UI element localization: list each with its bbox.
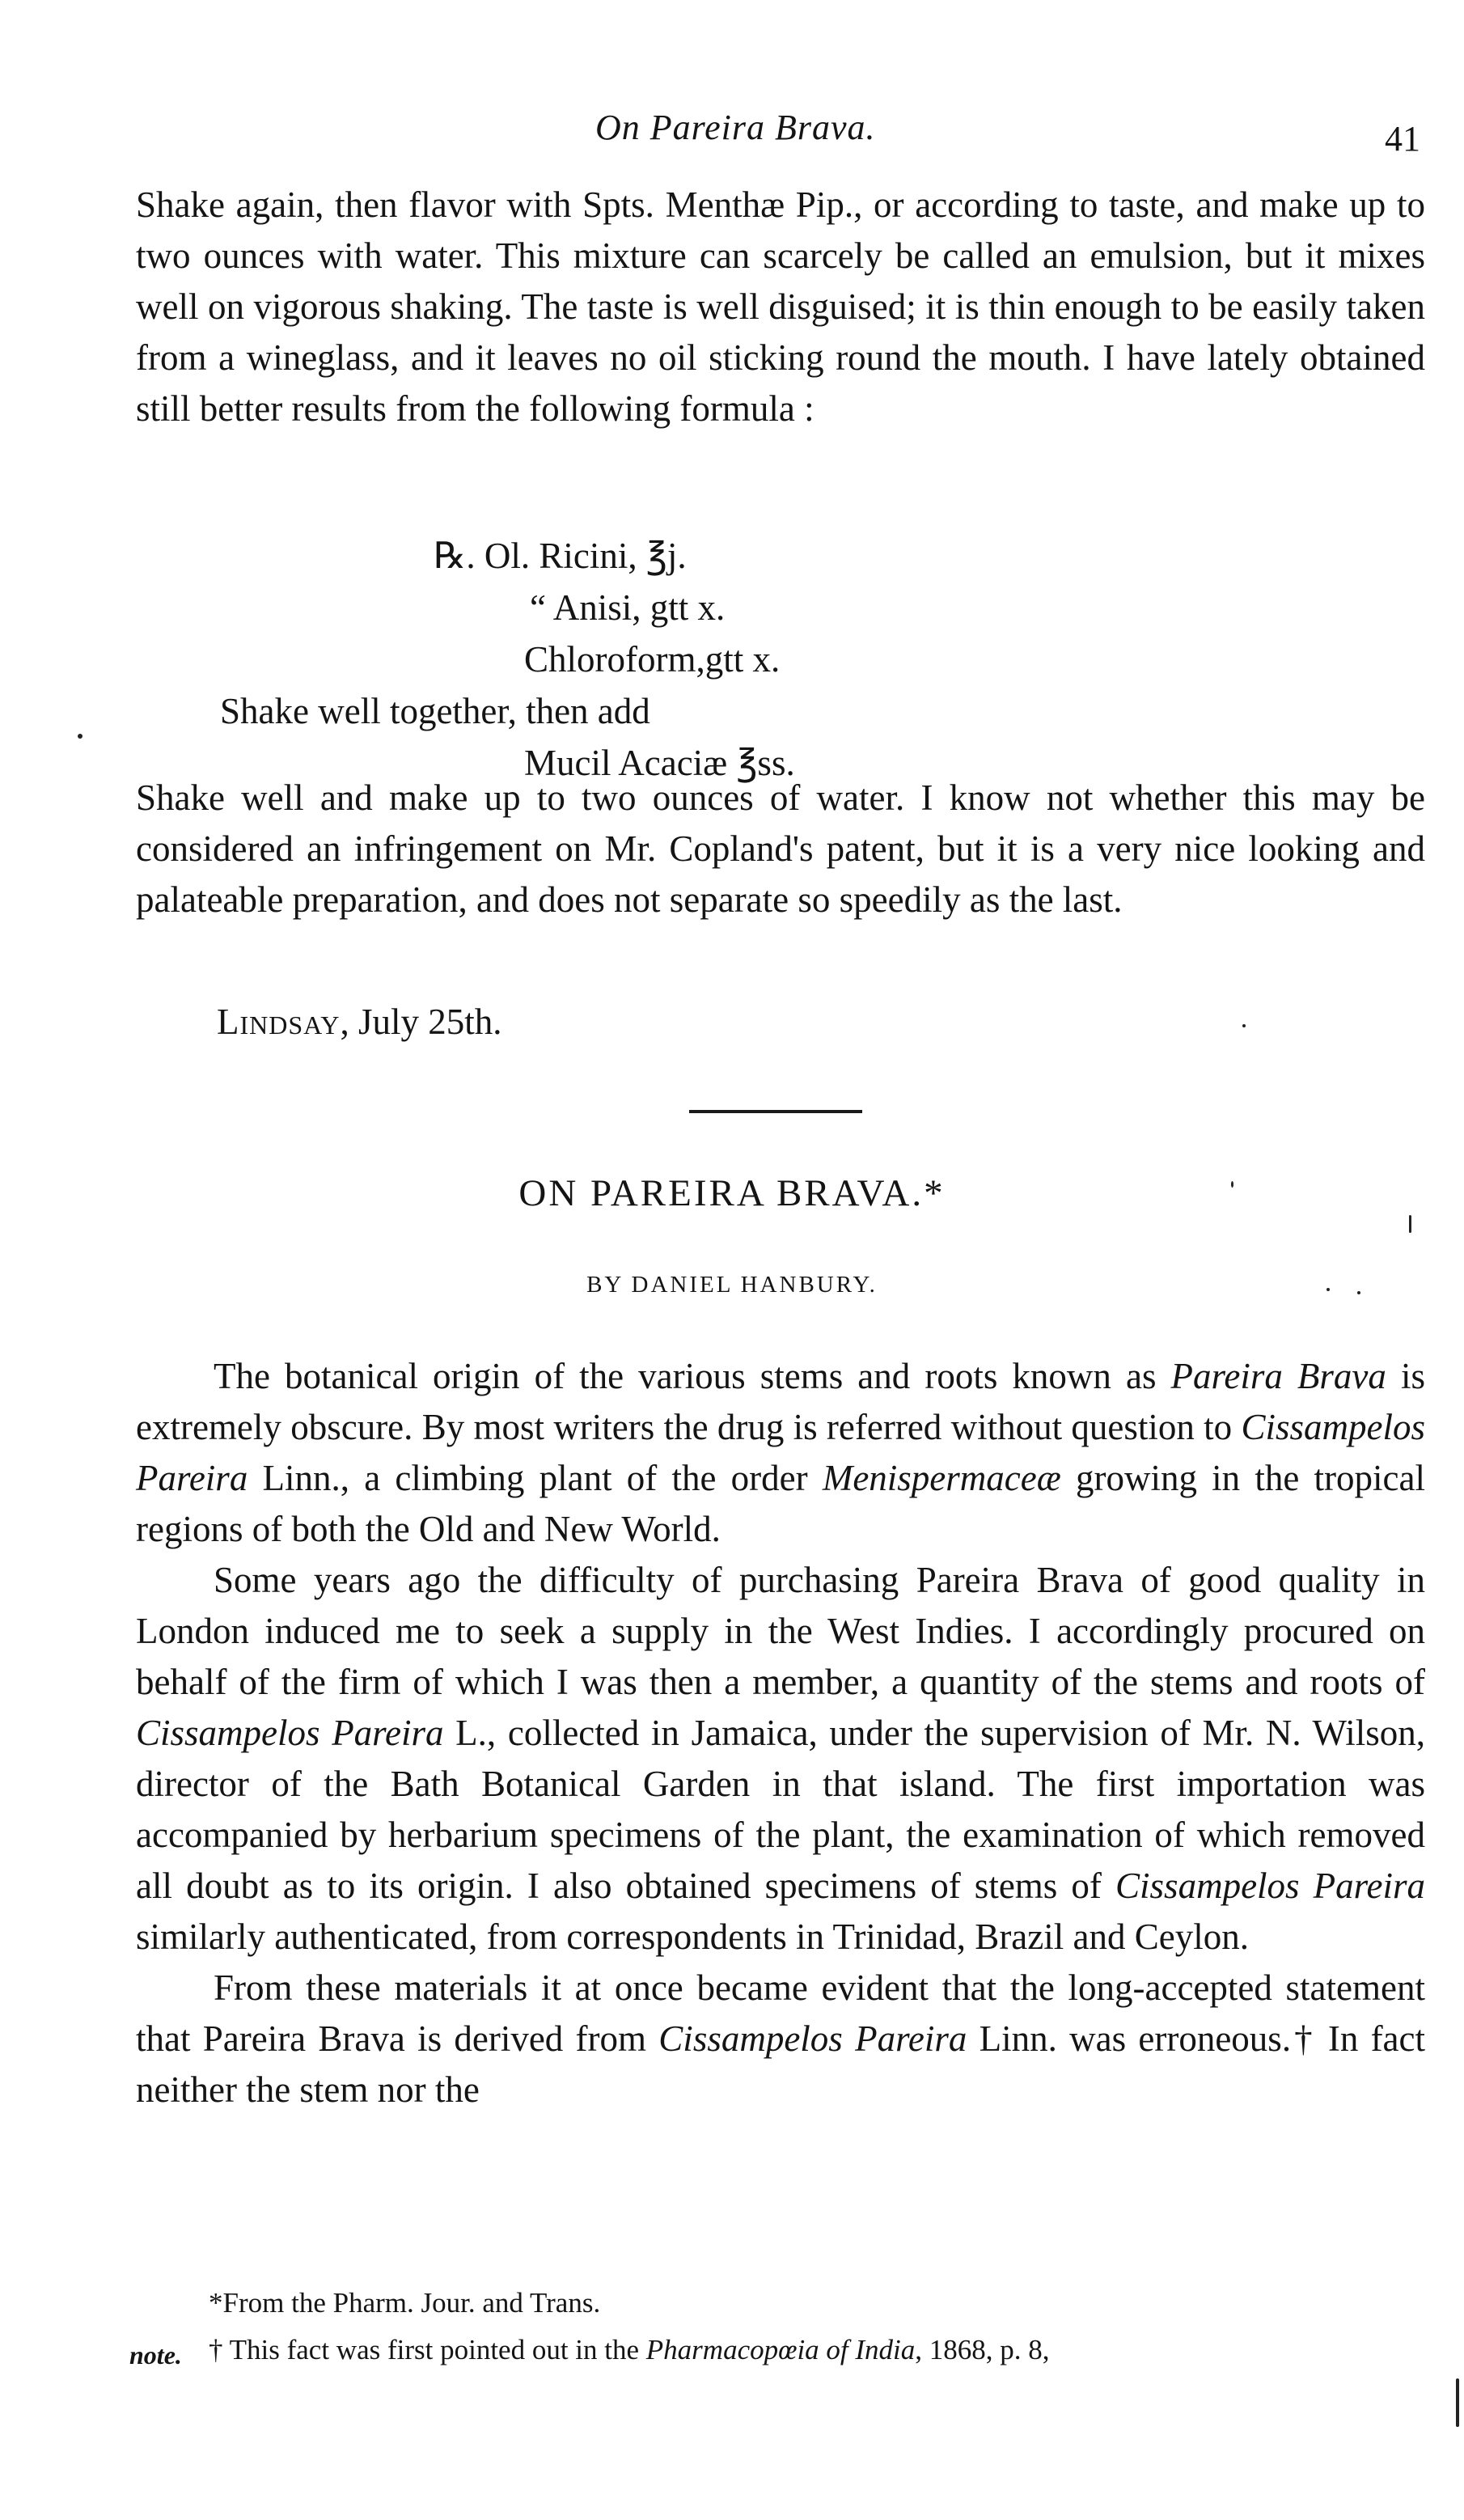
text-run: † This fact was first pointed out in the	[209, 2334, 646, 2365]
text-run: The botanical origin of the various stems and roots known as	[214, 1356, 1171, 1396]
text-run-italic: Cissampelos Pareira	[1115, 1866, 1425, 1906]
page-number: 41	[1385, 119, 1420, 159]
text-run-italic: Pharmacopœia of India	[645, 2334, 916, 2365]
text-run: is extremely obscure. By most writers the drug is referred without question to	[136, 1356, 1426, 1447]
formula-line-chloroform: Chloroform,gtt x.	[524, 639, 781, 680]
paragraph-copland-patent	[136, 773, 1425, 925]
text-run-italic: Pareira Brava	[1170, 1356, 1386, 1396]
scan-speck	[1231, 1181, 1233, 1188]
article-body	[136, 1351, 1425, 2116]
text-run: Some years ago the difficulty of purchasing Pareira Brava of good quality in London induced me to seek a supply in the West Indies. I accordingly procured on behalf of the firm of which I was then a member, a quantity of the stems and roots of	[136, 1560, 1425, 1702]
signature-line	[217, 997, 501, 1048]
paragraph-text: Shake well and make up to two ounces of water. I know not whether this may be considered an infringement on Mr. Copland's patent, but it is a very nice looking and palateable preparation, and does not separate so speedily as the last.	[136, 777, 1425, 920]
signature-place: Lindsay	[217, 1002, 341, 1042]
section-divider-rule	[689, 1110, 862, 1113]
text-run-italic: Cissampelos Pareira	[136, 1713, 444, 1753]
text-run-italic: Cissampelos Pareira	[658, 2018, 967, 2059]
scan-speck	[1326, 1288, 1330, 1291]
footnotes	[129, 2280, 1432, 2374]
scan-speck	[78, 734, 83, 739]
formula-line-instruction: Shake well together, then add	[220, 691, 650, 731]
footnote-pharmacopoeia	[129, 2327, 1432, 2374]
text-run-italic: Cissampelos Pareira	[136, 1407, 1425, 1498]
text-run: similarly authenticated, from correspondents in Trinidad, Brazil and Ceylon.	[136, 1916, 1249, 1957]
text-run: Linn., a climbing plant of the order	[248, 1458, 823, 1498]
paragraph-text: Shake again, then flavor with Spts. Menthæ Pip., or according to taste, and make up to two ounces with water. This mixture can scarcely be called an emulsion, but it mixes well on vigorous shaking. The taste is well disguised; it is thin enough to be easily taken from a wineglass, and it leaves no oil sticking round the mouth. I have lately obtained still better results from the following formula :	[136, 184, 1425, 429]
text-run: L., collected in Jamaica, under the supervision of Mr. N. Wilson, director of the Bath Botanical Garden in that island. The first importation was accompanied by herbarium specimens of the plant, the examination of which removed all doubt as to its origin. I also obtained specimens of stems of	[136, 1713, 1425, 1906]
text-run: growing in the tropical regions of both the Old and New World.	[136, 1458, 1425, 1549]
running-head	[0, 107, 1464, 163]
paragraph-mixture-instructions	[136, 180, 1425, 434]
article-title: ON PAREIRA BRAVA.*	[518, 1172, 946, 1214]
article-paragraph-3	[136, 1963, 1425, 2116]
scan-speck	[1357, 1291, 1360, 1294]
text-run: , 1868, p. 8,	[915, 2334, 1050, 2365]
signature-date: , July 25th.	[340, 1002, 502, 1042]
scan-edge-mark	[1456, 2378, 1459, 2427]
footnote-source: *From the Pharm. Jour. and Trans.	[209, 2287, 601, 2319]
scan-speck	[1409, 1215, 1411, 1233]
text-run-italic: Menispermaceæ	[822, 1458, 1061, 1498]
article-paragraph-2	[136, 1555, 1425, 1963]
formula-line-anise: “ Anisi, gtt x.	[530, 587, 726, 628]
scan-speck	[1242, 1024, 1246, 1027]
running-title: On Pareira Brava.	[595, 108, 876, 147]
article-byline: BY DANIEL HANBURY.	[586, 1272, 878, 1298]
article-paragraph-1	[136, 1351, 1425, 1555]
formula-line-acacia: Mucil Acaciæ ℥ss.	[524, 743, 795, 783]
formula-line-recipe: ℞. Ol. Ricini, ℥j.	[434, 536, 687, 576]
text-run: Linn. was erroneous.† In fact neither the stem nor the	[136, 2018, 1426, 2110]
text-run: From these materials it at once became evident that the long-accepted statement that Pareira Brava is derived from	[136, 1967, 1425, 2059]
handwritten-margin-note: note.	[129, 2340, 182, 2370]
